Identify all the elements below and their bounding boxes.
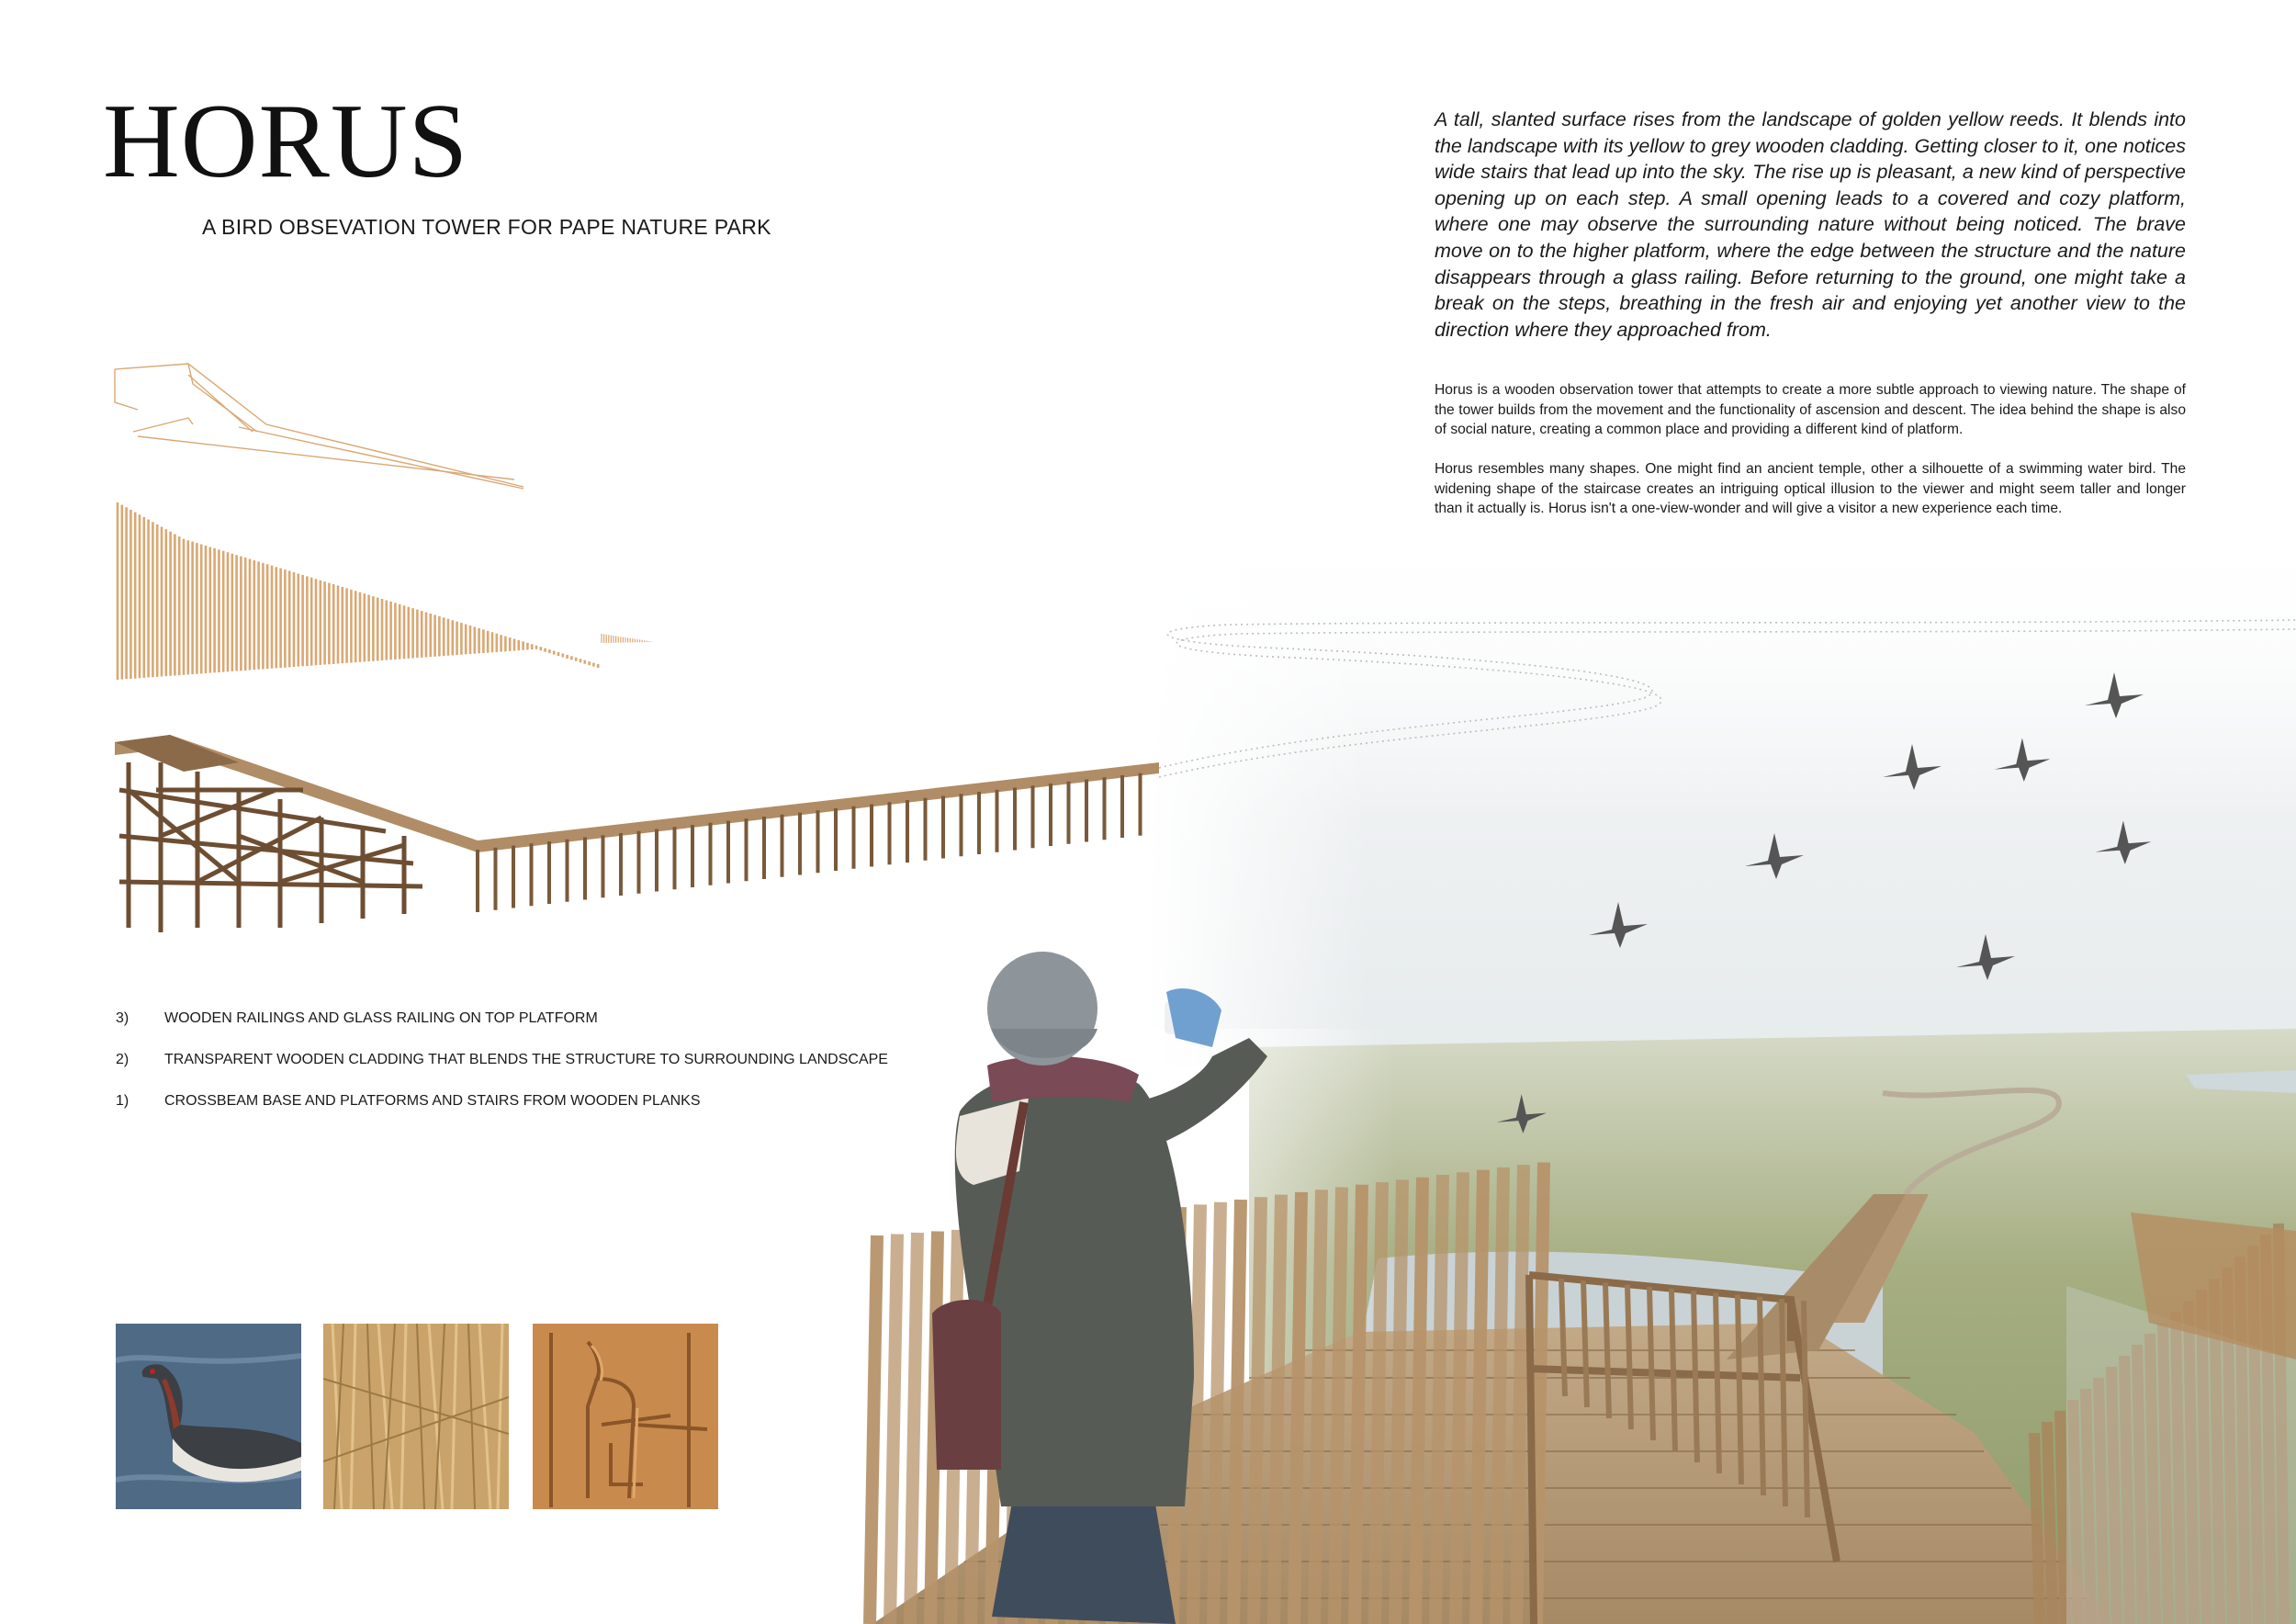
sky-haze <box>1148 514 2296 1066</box>
layer-legend <box>116 1010 888 1134</box>
water-bird-photo <box>116 1324 301 1509</box>
legend-label: TRANSPARENT WOODEN CLADDING THAT BLENDS THE STRUCTURE TO SURROUNDING LANDSCAPE <box>164 1052 888 1067</box>
legend-item <box>116 1010 888 1052</box>
description-paragraph-2: Horus resembles many shapes. One might find an ancient temple, other a silhouette of a swimming water bird. The widening shape of the staircase creates an intriguing optical illusion to the viewer and might seem taller and longer than it actually is. Horus isn't a one-view-wonder and will give a visitor a new experience each time. <box>1435 461 2186 516</box>
legend-item <box>116 1052 888 1093</box>
page-subtitle: A BIRD OBSEVATION TOWER FOR PAPE NATURE PARK <box>202 215 771 239</box>
description-paragraph-1: Horus is a wooden observation tower that attempts to create a more subtle approach to viewing nature. The shape of the tower builds from the movement and the functionality of ascension and descent. The idea behind the shape is also of social nature, creating a common place and providing a different kind of platform. <box>1435 382 2186 437</box>
layer-1-crossbeam-base <box>115 735 1159 932</box>
page-title: HORUS <box>103 83 469 200</box>
legend-label: CROSSBEAM BASE AND PLATFORMS AND STAIRS FROM WOODEN PLANKS <box>164 1093 701 1109</box>
temple-relief-photo <box>533 1324 718 1509</box>
legend-number: 3) <box>116 1010 129 1026</box>
intro-paragraph: A tall, slanted surface rises from the landscape of golden yellow reeds. It blends into the landscape with its yellow to grey wooden cladding. Getting closer to it, one notices wide stairs that lead up into the sky. The rise up is pleasant, a new kind of perspective opening up on each step. A small opening leads to a covered and cozy platform, where one may observe the surrounding nature without being noticed. The brave move on to the higher platform, where the edge between the structure and the nature disappears through a glass railing. Before returning to the ground, one might take a break on the steps, breathing in the fresh air and enjoying yet another view to the direction where they approached from. <box>1435 108 2186 341</box>
legend-item <box>116 1093 888 1134</box>
layer-3-railings-wireframe <box>115 364 523 489</box>
layer-2-wooden-cladding <box>118 502 652 680</box>
legend-label: WOODEN RAILINGS AND GLASS RAILING ON TOP PLATFORM <box>164 1010 598 1026</box>
golden-reeds-photo <box>323 1324 509 1509</box>
legend-number: 1) <box>116 1093 129 1109</box>
legend-number: 2) <box>116 1052 129 1067</box>
